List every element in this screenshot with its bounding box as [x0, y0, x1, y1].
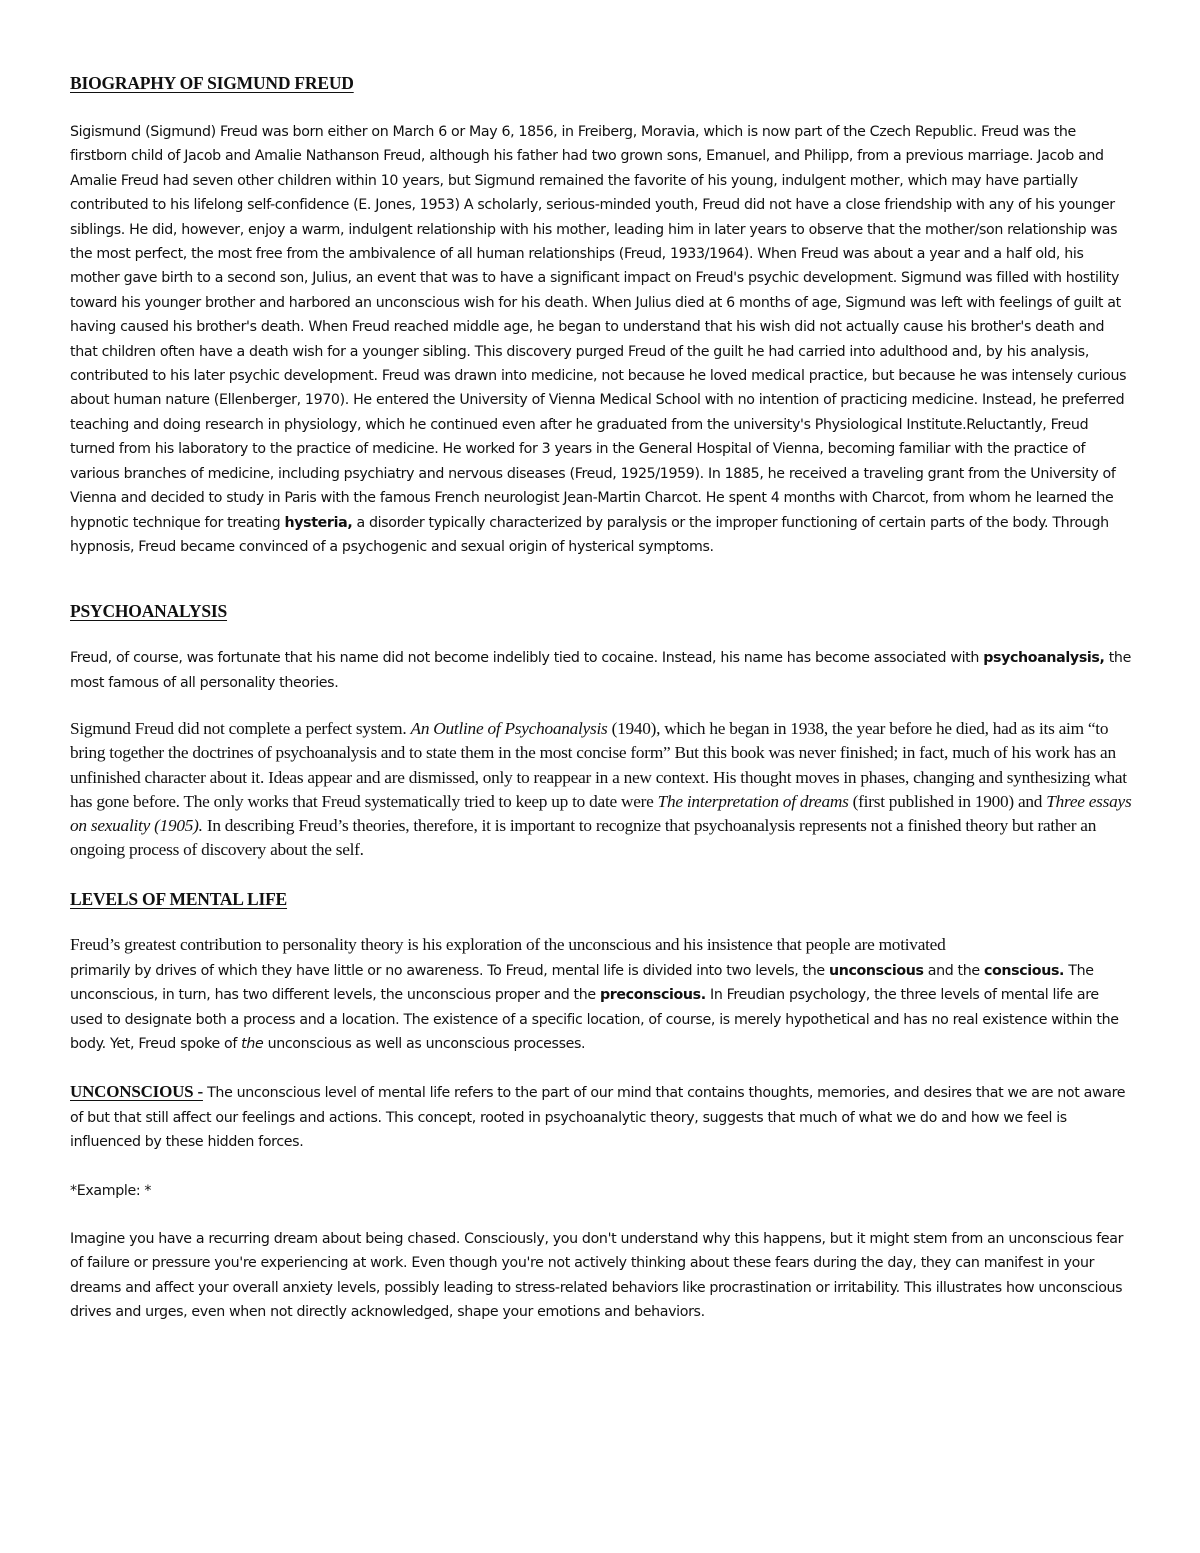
levels-text-a: Freud’s greatest contribution to personality theory is his exploration of the unconscious and his insistence that people are motivated [70, 935, 946, 955]
psychoanalysis-heading: PSYCHOANALYSIS [70, 601, 228, 622]
levels-heading: LEVELS OF MENTAL LIFE [70, 889, 288, 910]
example-label: *Example: * [70, 1182, 152, 1199]
unconscious-term: unconscious [828, 962, 924, 979]
preconscious-term: preconscious. [599, 987, 706, 1004]
psychoanalysis-intro-start: Freud, of course, was fortunate that his name did not become indelibly tied to cocaine. Instead, his name has become associated with [70, 650, 984, 667]
the-emphasis: the [241, 1035, 264, 1052]
biography-text-start: Sigismund (Sigmund) Freud was born either on March 6 or May 6, 1856, in Freiberg, Moravia, which is now part of the Czech Republic. Freud was the firstborn child of Jacob and Amalie Nathanson Freud, although his father had two grown sons, Emanuel, and Philipp, from a previous marriage. Jacob and Amalie Freud had seven other children within 10 years, but Sigmund remained the favorite of his young, indulgent mother, which may have partially contributed to his lifelong self-confidence (E. Jones, 1953) A scholarly, serious-minded youth, Freud did not have a close friendship with any of his younger siblings. He did, however, enjoy a warm, indulgent relationship with his mother, leading him in later years to observe that the mother/son relationship was the most perfect, the most free from the ambivalence of all human relationships (Freud, 1933/1964). When Freud was about a year and a half old, his mother gave birth to a second son, Julius, an event that was to have a significant impact on Freud's psychic development. Sigmund was filled with hostility toward his younger brother and harbored an unconscious wish for his death. When Julius died at 6 months of age, Sigmund was left with feelings of guilt at having caused his brother's death. When Freud reached middle age, he began to understand that his wish did not actually cause his brother's death and that children often have a death wish for a younger sibling. This discovery purged Freud of the guilt he had carried into adulthood and, by his analysis, contributed to his later psychic development. Freud was drawn into medicine, not because he loved medical practice, but because he was intensely curious about human nature (Ellenberger, 1970). He entered the University of Vienna Medical School with no intention of practicing medicine. Instead, he preferred teaching and doing research in physiology, which he continued even after he graduated from the university's Physiological Institute.Reluctantly, Freud turned from his laboratory to the practice of medicine. He worked for 3 years in the General Hospital of Vienna, becoming familiar with the practice of various branches of medicine, including psychiatry and nervous diseases (Freud, 1925/1959). In 1885, he received a traveling grant from the University of Vienna and decided to study in Paris with the famous French neurologist Jean-Martin Charcot. He spent 4 months with Charcot, from whom he learned the hypnotic technique for treating [70, 124, 1127, 531]
levels-text-d: The unconscious, in turn, has two different levels, the unconscious proper and the [70, 962, 1094, 1004]
system-text-b: (1940), which he began in 1938, the year before he died, had as its aim “to bring together the doctrines of psychoanalysis and to state them in the most concise form” But this book was never finished; in fact, much of his work has an unfinished character about it. Ideas appear and are dismissed, only to reappear in a new context. His thought moves in phases, changing and synthesizing what has gone before. The only works that Freud systematically tried to keep up to date were [70, 719, 1127, 811]
conscious-term: conscious. [983, 962, 1065, 979]
psychoanalysis-system-paragraph [70, 717, 1132, 862]
psychoanalysis-intro-paragraph [70, 646, 1132, 695]
psychoanalysis-term: psychoanalysis, [983, 650, 1105, 667]
biography-paragraph [70, 120, 1132, 559]
biography-text-end: a disorder typically characterized by paralysis or the improper functioning of certain parts of the body. Through hypnosis, Freud became convinced of a psychogenic and sexual origin of hysterical symptoms. [70, 514, 1109, 555]
psychoanalysis-intro-end: the most famous of all personality theories. [70, 650, 1131, 691]
system-text-d: In describing Freud’s theories, therefore, it is important to recognize that psychoanalysis represents not a finished theory but rather an ongoing process of discovery about the self. [70, 815, 1097, 860]
hysteria-term: hysteria, [284, 514, 353, 531]
document-page [70, 68, 1132, 1325]
levels-text-f: unconscious as well as unconscious processes. [263, 1035, 586, 1052]
example-paragraph: Imagine you have a recurring dream about being chased. Consciously, you don't understand why this happens, but it might stem from an unconscious fear of failure or pressure you're experiencing at work. Even though you're not actively thinking about these fears during the day, they can manifest in your dreams and affect your overall anxiety levels, possibly leading to stress-related behaviors like procrastination or irritability. This illustrates how unconscious drives and urges, even when not directly acknowledged, shape your emotions and behaviors. [70, 1231, 1124, 1321]
levels-text-c: and the [923, 962, 984, 979]
biography-heading: BIOGRAPHY OF SIGMUND FREUD [70, 73, 354, 93]
book-title-outline: An Outline of Psychoanalysis [410, 719, 608, 739]
book-title-sexuality: Three essays on sexuality (1905). [70, 791, 1132, 835]
system-text-a: Sigmund Freud did not complete a perfect system. [70, 719, 411, 739]
unconscious-text: The unconscious level of mental life refers to the part of our mind that contains thoughts, memories, and desires that we are not aware of but that still affect our feelings and actions. This concept, rooted in psychoanalytic theory, suggests that much of what we do and how we feel is influenced by these hidden forces. [70, 1085, 1126, 1151]
unconscious-paragraph [70, 1080, 1132, 1154]
unconscious-label: UNCONSCIOUS - [70, 1082, 203, 1102]
system-text-c: (first published in 1900) and [848, 791, 1047, 811]
levels-text-b: primarily by drives of which they have little or no awareness. To Freud, mental life is divided into two levels, the [70, 962, 829, 979]
levels-text-e: In Freudian psychology, the three levels of mental life are used to designate both a process and a location. The existence of a specific location, of course, is merely hypothetical and has no real existence within the body. Yet, Freud spoke of [70, 987, 1119, 1052]
book-title-dreams: The interpretation of dreams [657, 791, 849, 811]
levels-paragraph [70, 933, 1132, 1056]
